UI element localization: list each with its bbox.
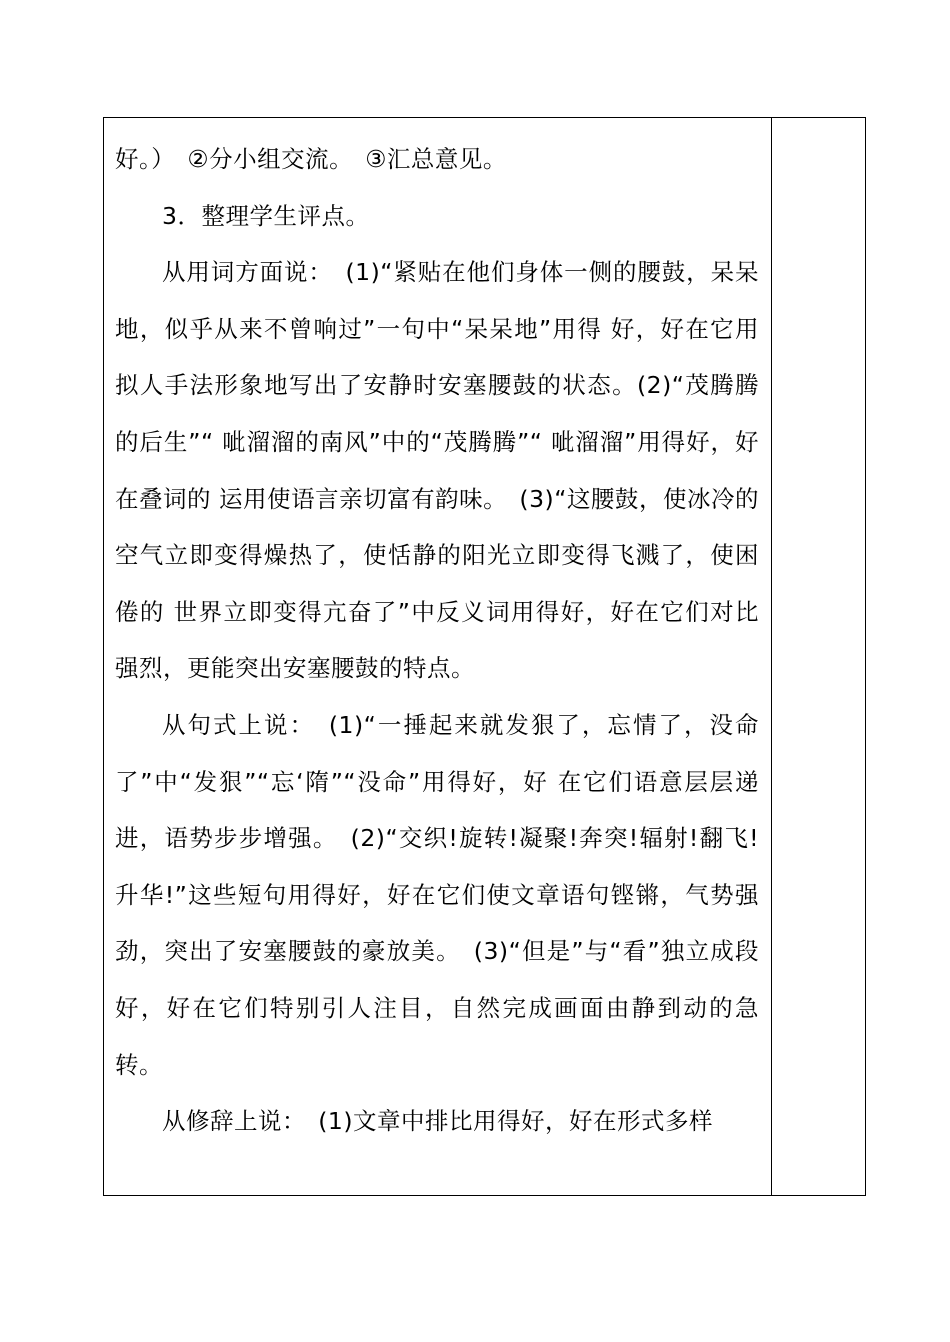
paragraph-rhetoric: 从修辞上说： (1)文章中排比用得好，好在形式多样 bbox=[162, 1107, 714, 1136]
text-block bbox=[104, 118, 767, 1150]
paragraph-step-3: 3．整理学生评点。 bbox=[162, 201, 370, 230]
paragraph-word-choice: 从用词方面说： (1)“紧贴在他们身体一侧的腰鼓，呆呆地，似乎从来不曾响过”一句中“呆呆地”用得 好，好在它用拟人手法形象地写出了安静时安塞腰鼓的状态。(2)“茂腾腾的后生”“ 呲溜溜的南风”中的“茂腾腾”“ 呲溜溜”用得好，好在叠词的 运用使语言亲切富有韵味。 (3)“这腰鼓，使冰冷的空气立即变得燥热了，使恬静的阳光立即变得飞溅了，使困倦的 世界立即变得亢奋了”中反义词用得好，好在它们对比强烈，更能突出安塞腰鼓的特点。 bbox=[115, 258, 759, 683]
notes-cell bbox=[772, 118, 865, 1195]
content-cell bbox=[104, 118, 772, 1195]
paragraph-sentence-pattern: 从句式上说： (1)“一捶起来就发狠了，忘情了，没命了”中“发狠”“忘‘隋”“没命”用得好，好 在它们语意层层递进，语势步步增强。 (2)“交织!旋转!凝聚!奔突!辐射!翻飞!升华!”这些短句用得好，好在它们使文章语句铿锵，气势强劲，突出了安塞腰鼓的豪放美。 (3)“但是”与“看”独立成段好，好在它们特别引人注目，自然完成画面由静到动的急 转。 bbox=[115, 710, 767, 1079]
lesson-table bbox=[103, 117, 866, 1196]
paragraph-group-steps: 好。） ②分小组交流。 ③汇总意见。 bbox=[115, 145, 507, 173]
